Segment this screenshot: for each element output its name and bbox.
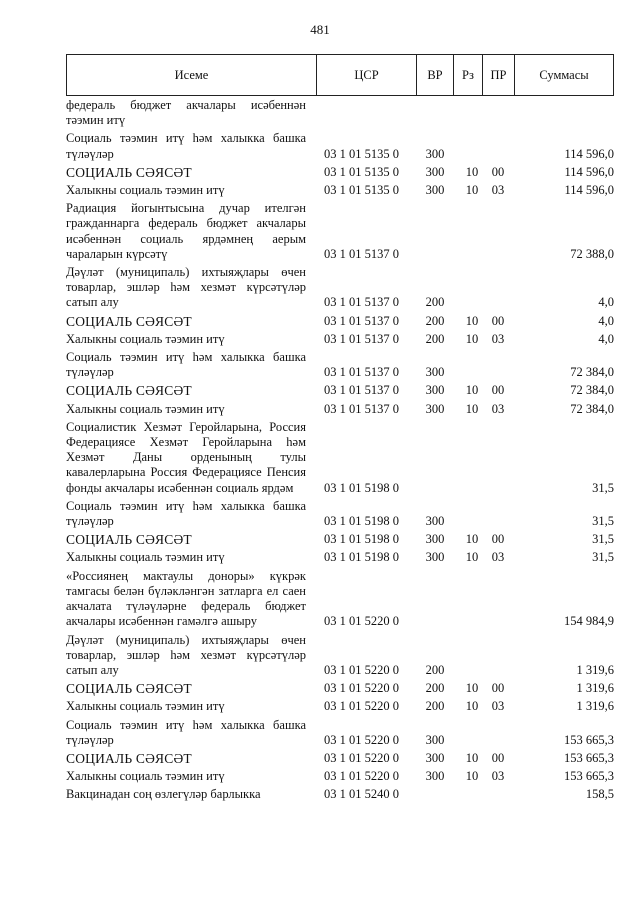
- row-pr: 03: [491, 183, 505, 198]
- row-sum: 31,5: [592, 514, 614, 529]
- row-vr: 300: [425, 769, 445, 784]
- row-rz: 10: [465, 550, 479, 565]
- row-csr: 03 1 01 5137 0: [324, 313, 399, 328]
- row-pr: 00: [491, 750, 505, 765]
- row-pr: 00: [491, 681, 505, 696]
- row-sum: 72 384,0: [570, 383, 614, 398]
- row-rz: 10: [465, 750, 479, 765]
- row-rz: 10: [465, 313, 479, 328]
- table-row: [66, 532, 614, 547]
- table-row: [66, 314, 614, 329]
- table-row: [66, 569, 614, 630]
- row-vr: 300: [425, 401, 445, 416]
- row-name: Социаль тәэмин итү һәм халыкка башка түләүләр: [66, 717, 306, 747]
- table-row: [66, 265, 614, 311]
- header-rz: Рз: [454, 55, 483, 95]
- row-sum: 114 596,0: [564, 164, 614, 179]
- row-vr: 200: [425, 295, 445, 310]
- row-rz: 10: [465, 681, 479, 696]
- table-row: [66, 201, 614, 262]
- row-name: Вакцинадан соң өзлегүләр барлыкка: [66, 787, 261, 802]
- row-name: СОЦИАЛЬ СӘЯСӘТ: [66, 532, 192, 548]
- row-name: СОЦИАЛЬ СӘЯСӘТ: [66, 164, 192, 180]
- row-sum: 4,0: [598, 295, 614, 310]
- row-sum: 114 596,0: [564, 146, 614, 161]
- row-sum: 72 384,0: [570, 365, 614, 380]
- row-vr: 300: [425, 532, 445, 547]
- row-sum: 31,5: [592, 532, 614, 547]
- row-csr: 03 1 01 5198 0: [324, 550, 399, 565]
- table-row: [66, 718, 614, 748]
- row-csr: 03 1 01 5220 0: [324, 769, 399, 784]
- row-csr: 03 1 01 5135 0: [324, 183, 399, 198]
- row-name: СОЦИАЛЬ СӘЯСӘТ: [66, 313, 192, 329]
- row-pr: 00: [491, 164, 505, 179]
- row-pr: 00: [491, 313, 505, 328]
- row-sum: 31,5: [592, 480, 614, 495]
- table-row: [66, 332, 614, 347]
- row-csr: 03 1 01 5220 0: [324, 699, 399, 714]
- row-sum: 153 665,3: [564, 750, 614, 765]
- page-number: 481: [310, 22, 330, 37]
- budget-table: [66, 54, 614, 803]
- row-rz: 10: [465, 769, 479, 784]
- row-pr: 03: [491, 769, 505, 784]
- row-sum: 4,0: [598, 331, 614, 346]
- row-csr: 03 1 01 5137 0: [324, 246, 399, 261]
- row-vr: 200: [425, 699, 445, 714]
- row-csr: 03 1 01 5220 0: [324, 681, 399, 696]
- row-pr: 00: [491, 383, 505, 398]
- row-sum: 31,5: [592, 550, 614, 565]
- row-rz: 10: [465, 383, 479, 398]
- row-csr: 03 1 01 5137 0: [324, 365, 399, 380]
- table-row: [66, 550, 614, 565]
- row-sum: 153 665,3: [564, 769, 614, 784]
- row-csr: 03 1 01 5220 0: [324, 732, 399, 747]
- row-name: Социаль тәэмин итү һәм халыкка башка түләүләр: [66, 131, 306, 161]
- row-rz: 10: [465, 331, 479, 346]
- table-row: [66, 420, 614, 496]
- table-row: [66, 183, 614, 198]
- table-row: [66, 633, 614, 679]
- row-sum: 1 319,6: [576, 662, 614, 677]
- row-name: федераль бюджет акчалары исәбеннән тәэмин итү: [66, 98, 306, 128]
- row-rz: 10: [465, 183, 479, 198]
- table-row: [66, 681, 614, 696]
- row-name: Халыкны социаль тәэмин итү: [66, 769, 225, 784]
- row-pr: 03: [491, 331, 505, 346]
- row-rz: 10: [465, 164, 479, 179]
- row-sum: 4,0: [598, 313, 614, 328]
- row-pr: 03: [491, 550, 505, 565]
- row-name: Халыкны социаль тәэмин итү: [66, 183, 225, 198]
- row-sum: 1 319,6: [576, 681, 614, 696]
- table-row: [66, 751, 614, 766]
- row-csr: 03 1 01 5135 0: [324, 146, 399, 161]
- header-name: Исеме: [67, 55, 317, 95]
- row-sum: 114 596,0: [564, 183, 614, 198]
- row-csr: 03 1 01 5220 0: [324, 662, 399, 677]
- row-csr: 03 1 01 5198 0: [324, 514, 399, 529]
- row-csr: 03 1 01 5198 0: [324, 532, 399, 547]
- row-rz: 10: [465, 401, 479, 416]
- row-csr: 03 1 01 5240 0: [324, 787, 399, 802]
- table-row: [66, 699, 614, 714]
- row-name: СОЦИАЛЬ СӘЯСӘТ: [66, 383, 192, 399]
- header-pr: ПР: [483, 55, 515, 95]
- row-csr: 03 1 01 5137 0: [324, 383, 399, 398]
- row-csr: 03 1 01 5137 0: [324, 331, 399, 346]
- row-sum: 158,5: [585, 787, 614, 802]
- row-rz: 10: [465, 699, 479, 714]
- row-csr: 03 1 01 5198 0: [324, 480, 399, 495]
- row-csr: 03 1 01 5220 0: [324, 750, 399, 765]
- row-vr: 300: [425, 183, 445, 198]
- row-vr: 200: [425, 313, 445, 328]
- row-vr: 300: [425, 164, 445, 179]
- row-vr: 200: [425, 331, 445, 346]
- row-name: Социаль тәэмин итү һәм халыкка башка түләүләр: [66, 350, 306, 380]
- row-pr: 03: [491, 699, 505, 714]
- row-csr: 03 1 01 5137 0: [324, 401, 399, 416]
- row-name: СОЦИАЛЬ СӘЯСӘТ: [66, 681, 192, 697]
- row-sum: 153 665,3: [564, 732, 614, 747]
- row-name: СОЦИАЛЬ СӘЯСӘТ: [66, 750, 192, 766]
- table-row: [66, 499, 614, 529]
- row-sum: 1 319,6: [576, 699, 614, 714]
- row-name: Халыкны социаль тәэмин итү: [66, 331, 225, 346]
- row-sum: 72 384,0: [570, 401, 614, 416]
- header-sum: Суммасы: [539, 68, 589, 82]
- table-row: [66, 131, 614, 161]
- table-body: [66, 98, 614, 803]
- row-vr: 300: [425, 383, 445, 398]
- table-row: [66, 787, 614, 802]
- row-vr: 300: [425, 146, 445, 161]
- table-row: [66, 769, 614, 784]
- row-vr: 200: [425, 681, 445, 696]
- row-name: «Россиянең мактаулы доноры» күкрәк тамгасы белән бүләкләнгән затларга ел саен акчалата түләүләрне федераль бюджет акчалары исәбеннән гамәлгә ашыру: [66, 568, 306, 629]
- row-vr: 300: [425, 750, 445, 765]
- row-vr: 300: [425, 514, 445, 529]
- row-sum: 154 984,9: [564, 614, 614, 629]
- row-name: Халыкны социаль тәэмин итү: [66, 699, 225, 714]
- table-row: [66, 165, 614, 180]
- row-vr: 300: [425, 550, 445, 565]
- row-vr: 300: [425, 732, 445, 747]
- row-pr: 00: [491, 532, 505, 547]
- row-vr: 300: [425, 365, 445, 380]
- row-csr: 03 1 01 5137 0: [324, 295, 399, 310]
- row-name: Социалистик Хезмәт Геройларына, Россия Федерациясе Хезмәт Геройларына һәм Хезмәт Даны орденының тулы кавалерларына Россия Федерациясе Пенсия фонды акчалары исәбеннән социаль ярдәм: [66, 419, 306, 495]
- table-row: [66, 383, 614, 398]
- header-csr: ЦСР: [317, 55, 417, 95]
- row-name: Дәүләт (муниципаль) ихтыяҗлары өчен товарлар, эшләр һәм хезмәт күрсәтүләр сатып алу: [66, 632, 306, 677]
- table-row: [66, 350, 614, 380]
- row-name: Социаль тәэмин итү һәм халыкка башка түләүләр: [66, 498, 306, 529]
- row-name: Халыкны социаль тәэмин итү: [66, 550, 225, 565]
- table-header: [66, 54, 614, 96]
- row-vr: 200: [425, 662, 445, 677]
- table-row: [66, 98, 614, 128]
- row-csr: 03 1 01 5220 0: [324, 614, 399, 629]
- table-row: [66, 402, 614, 417]
- row-rz: 10: [465, 532, 479, 547]
- row-name: Дәүләт (муниципаль) ихтыяҗлары өчен товарлар, эшләр һәм хезмәт күрсәтүләр сатып алу: [66, 265, 306, 310]
- row-pr: 03: [491, 401, 505, 416]
- row-name: Халыкны социаль тәэмин итү: [66, 401, 225, 416]
- header-vr: ВР: [417, 55, 454, 95]
- row-csr: 03 1 01 5135 0: [324, 164, 399, 179]
- row-name: Радиация йогынтысына дучар ителгән гражданнарга федераль бюджет акчалары исәбеннән социаль ярдәмнең аерым чараларын күрсәтү: [66, 201, 306, 261]
- row-sum: 72 388,0: [570, 246, 614, 261]
